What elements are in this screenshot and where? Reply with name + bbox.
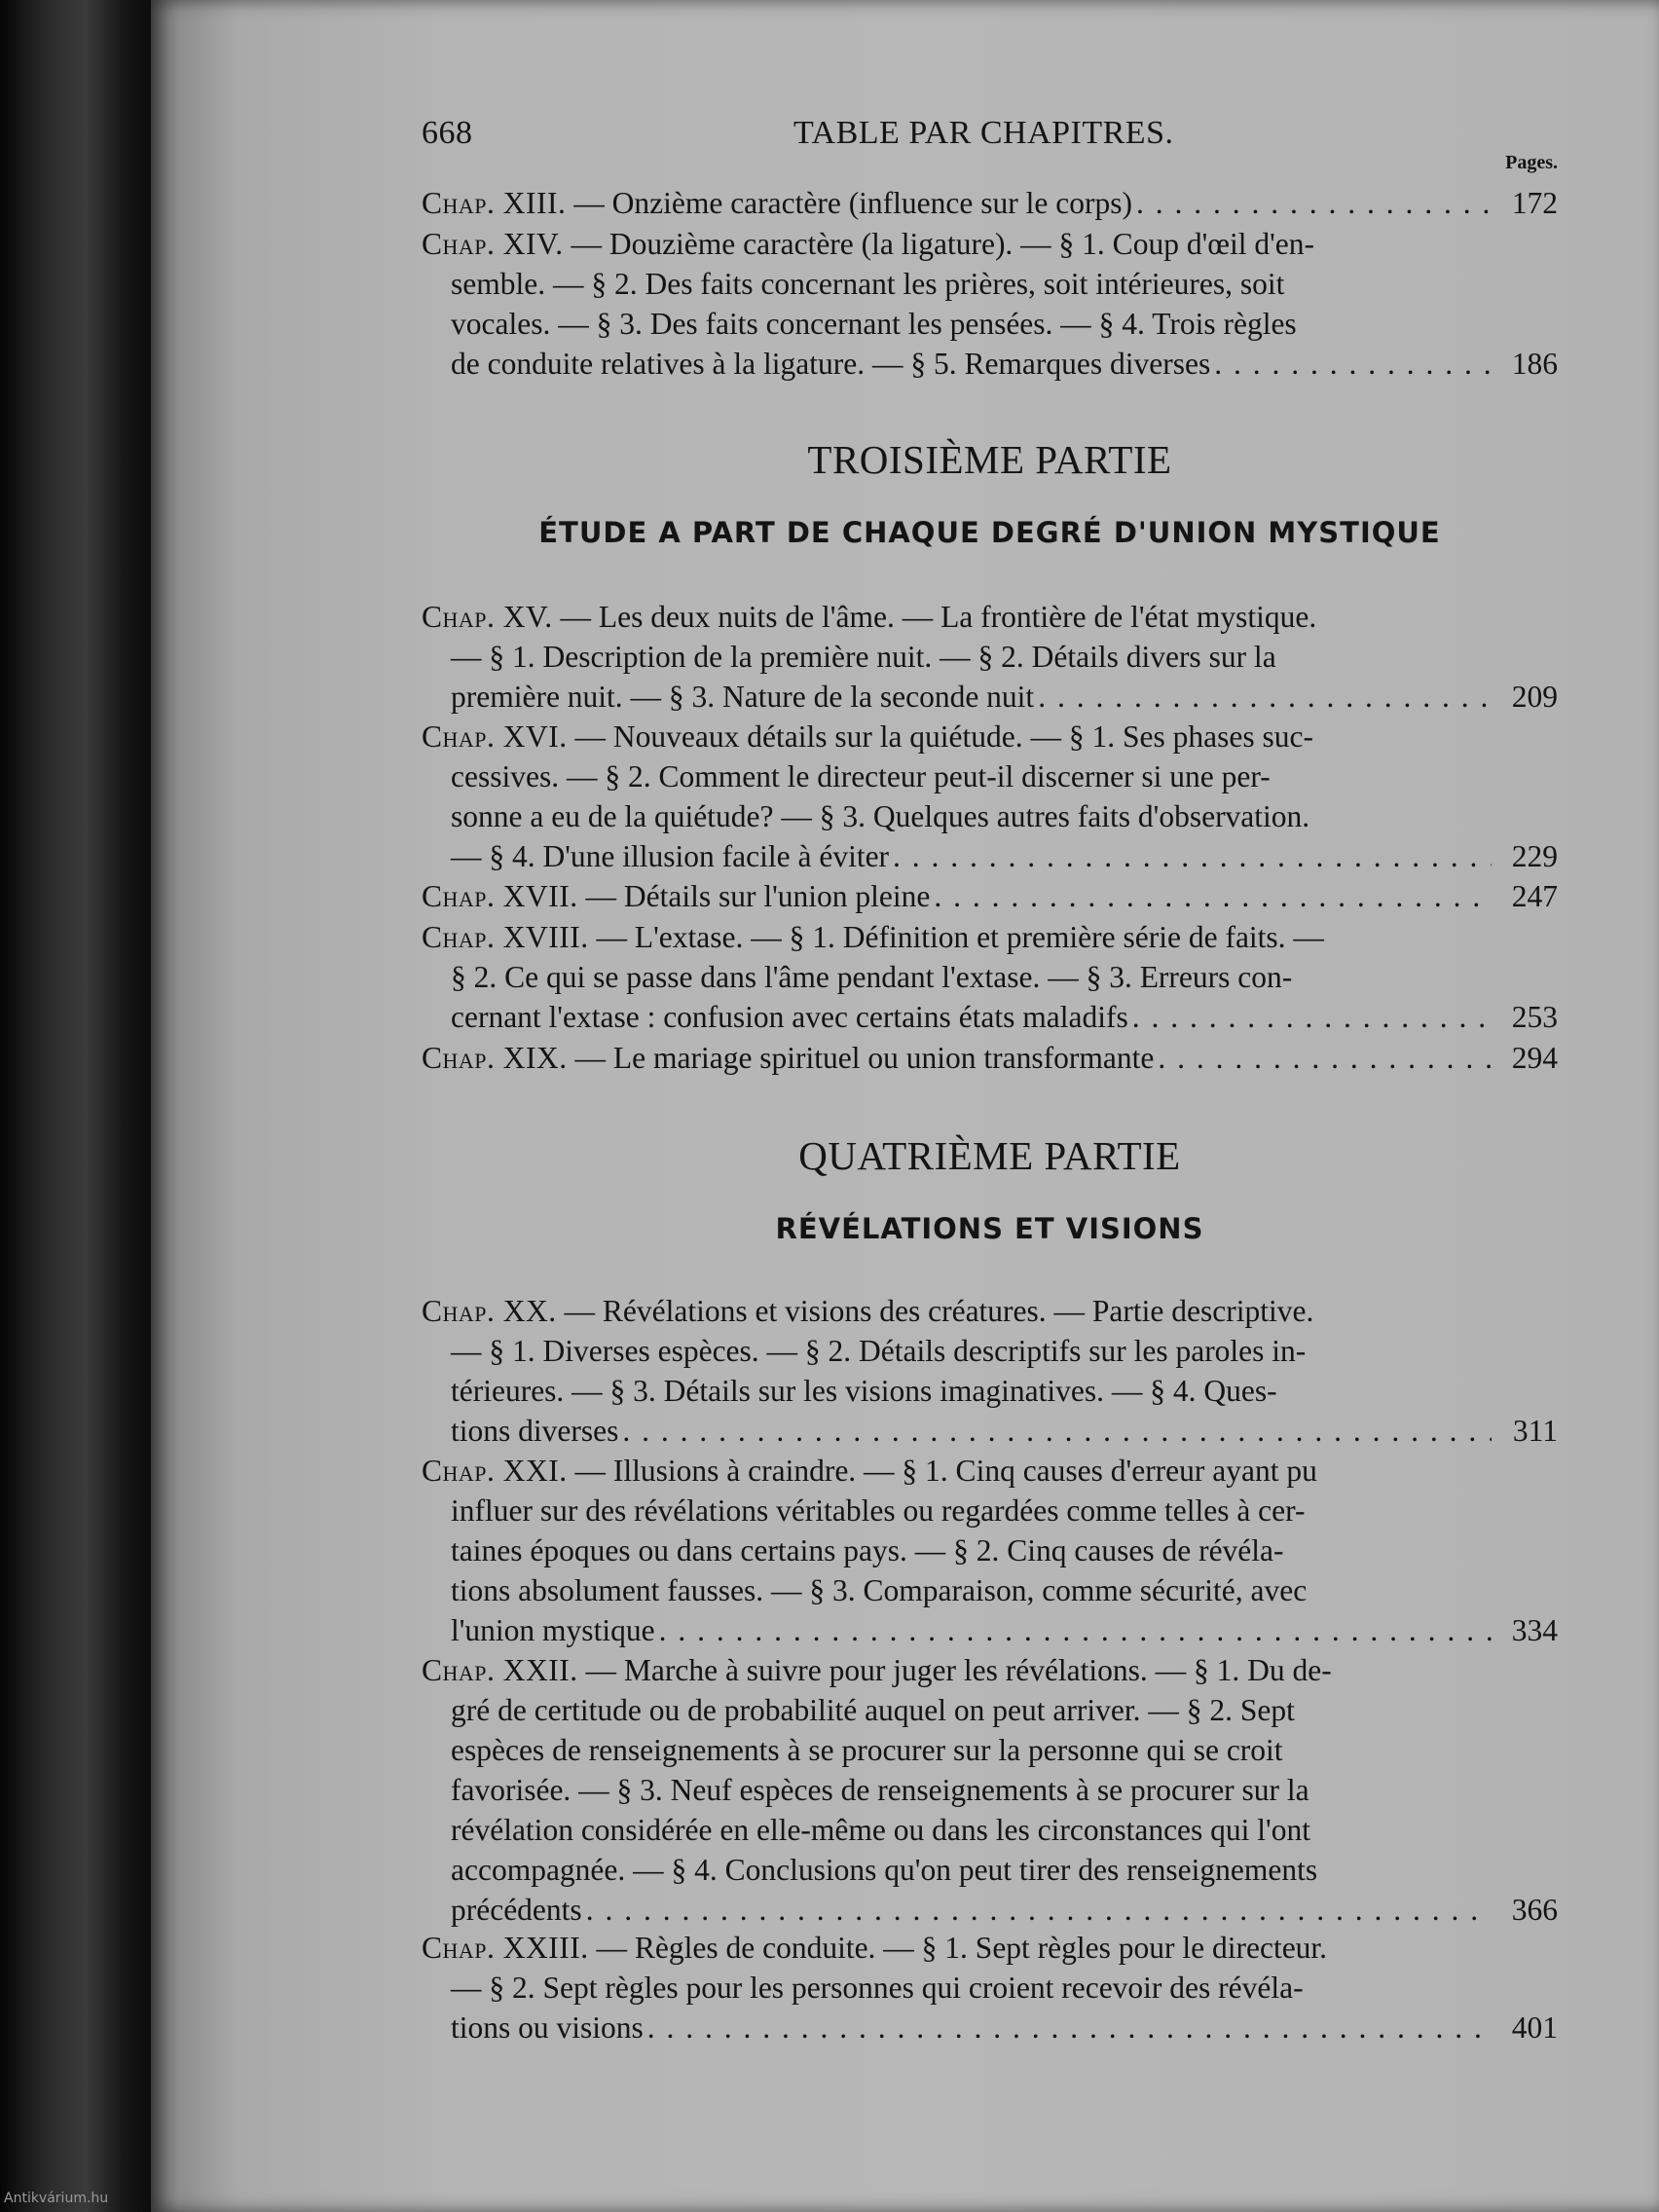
pages-column-label: Pages. [1505, 152, 1558, 173]
toc-entry-chap-xxiii [422, 1928, 1558, 2047]
dot-leader [655, 1610, 1492, 1650]
entry-text: révélation considérée en elle-même ou dans les circonstances qui l'ont [451, 1813, 1310, 1847]
entry-text: cernant l'extase : confusion avec certains états maladifs [451, 1000, 1128, 1034]
watermark: Antikvárium.hu [4, 2191, 109, 2206]
page-ref: 186 [1511, 347, 1558, 381]
entry-text: — Nouveaux détails sur la quiétude. — § 1. Ses phases suc- [574, 719, 1313, 754]
entry-text: sonne a eu de la quiétude? — § 3. Quelques autres faits d'observation. [451, 799, 1310, 833]
chapter-label: Chap. XXII. [422, 1653, 578, 1687]
entry-text: tions absolument fausses. — § 3. Comparaison, comme sécurité, avec [451, 1573, 1308, 1607]
entry-text: influer sur des révélations véritables ou regardées comme telles à cer- [451, 1493, 1306, 1528]
page-ref: 366 [1511, 1893, 1558, 1927]
entry-text: première nuit. — § 3. Nature de la seconde nuit [451, 680, 1035, 714]
chapter-label: Chap. XIV. [422, 227, 564, 261]
chapter-label: Chap. XX. [422, 1294, 557, 1328]
chapter-label: Chap. XVII. [422, 879, 578, 913]
toc-entry-chap-xxi [422, 1451, 1558, 1650]
toc-entry-chap-xiv [422, 224, 1558, 384]
toc-entry-chap-xvi [422, 717, 1558, 876]
entry-text: de conduite relatives à la ligature. — § 5. Remarques diverses [451, 347, 1211, 381]
chapter-label: Chap. XVI. [422, 719, 568, 754]
page-ref: 172 [1511, 186, 1558, 220]
part-title: TROISIÈME PARTIE [807, 437, 1172, 482]
entry-text: précédents [451, 1893, 582, 1927]
part-subtitle: ÉTUDE A PART DE CHAQUE DEGRÉ D'UNION MYSTIQUE [538, 516, 1441, 549]
entry-text: cessives. — § 2. Comment le directeur peut-il discerner si une per- [451, 759, 1271, 793]
entry-text: — § 2. Sept règles pour les personnes qui croient recevoir des révéla- [451, 1971, 1304, 2005]
page-ref: 294 [1511, 1041, 1558, 1075]
dot-leader [1034, 677, 1492, 717]
entry-text: — Révélations et visions des créatures. — Partie descriptive. [564, 1294, 1314, 1328]
chapter-label: Chap. XV. [422, 600, 553, 634]
dot-leader [930, 876, 1492, 916]
chapter-label: Chap. XXIII. [422, 1931, 589, 1965]
entry-text: taines époques ou dans certains pays. — § 2. Cinq causes de révéla- [451, 1533, 1284, 1567]
entry-text: — Les deux nuits de l'âme. — La frontière de l'état mystique. [560, 600, 1317, 634]
page-ref: 334 [1511, 1613, 1558, 1647]
entry-text: — § 1. Description de la première nuit. — § 2. Détails divers sur la [451, 640, 1276, 674]
part-title: QUATRIÈME PARTIE [798, 1133, 1181, 1178]
entry-text: tions ou visions [451, 2010, 644, 2045]
toc-entry-chap-xx [422, 1291, 1558, 1451]
dot-leader [1154, 1038, 1492, 1078]
entry-text: — Détails sur l'union pleine [585, 879, 931, 913]
entry-text: — Le mariage spirituel ou union transformante [574, 1041, 1155, 1075]
entry-text: espèces de renseignements à se procurer sur la personne qui se croit [451, 1733, 1283, 1767]
page-ref: 229 [1511, 839, 1558, 873]
entry-text: § 2. Ce qui se passe dans l'âme pendant l'extase. — § 3. Erreurs con- [451, 960, 1293, 994]
dot-leader [644, 2008, 1492, 2047]
entry-text: semble. — § 2. Des faits concernant les prières, soit intérieures, soit [451, 267, 1285, 301]
entry-text: — L'extase. — § 1. Définition et première série de faits. — [596, 920, 1324, 954]
page-ref: 401 [1511, 2010, 1558, 2045]
chapter-label: Chap. XXI. [422, 1454, 568, 1488]
entry-text: l'union mystique [451, 1613, 655, 1647]
entry-text: — Onzième caractère (influence sur le corps) [573, 186, 1132, 220]
page-ref: 247 [1511, 879, 1558, 913]
running-title: TABLE PAR CHAPITRES. [793, 115, 1174, 151]
entry-text: vocales. — § 3. Des faits concernant les pensées. — § 4. Trois règles [451, 307, 1297, 341]
dot-leader [582, 1890, 1492, 1930]
chapter-label: Chap. XVIII. [422, 920, 589, 954]
dot-leader [889, 836, 1492, 876]
page-ref: 311 [1512, 1414, 1558, 1448]
entry-text: favorisée. — § 3. Neuf espèces de renseignements à se procurer sur la [451, 1773, 1309, 1807]
dot-leader [1132, 183, 1492, 223]
toc-entry-chap-xviii [422, 917, 1558, 1037]
page-ref: 209 [1511, 680, 1558, 714]
chapter-label: Chap. XIX. [422, 1041, 568, 1075]
dot-leader [1210, 344, 1492, 384]
dot-leader [618, 1411, 1492, 1451]
page-number: 668 [422, 115, 473, 151]
toc-entry-chap-xxii [422, 1650, 1558, 1930]
toc-entry-chap-xiii [422, 183, 1558, 223]
toc-entry-chap-xv [422, 597, 1558, 717]
entry-text: — Douzième caractère (la ligature). — § 1. Coup d'œil d'en- [571, 227, 1315, 261]
part-subtitle: RÉVÉLATIONS ET VISIONS [775, 1212, 1204, 1245]
entry-text: — § 4. D'une illusion facile à éviter [451, 839, 890, 873]
dot-leader [1128, 997, 1492, 1037]
page-ref: 253 [1511, 1000, 1558, 1034]
entry-text: térieures. — § 3. Détails sur les visions imaginatives. — § 4. Ques- [451, 1374, 1277, 1408]
chapter-label: Chap. XIII. [422, 186, 567, 220]
entry-text: — Illusions à craindre. — § 1. Cinq causes d'erreur ayant pu [574, 1454, 1317, 1488]
entry-text: — § 1. Diverses espèces. — § 2. Détails descriptifs sur les paroles in- [451, 1334, 1307, 1368]
entry-text: gré de certitude ou de probabilité auquel on peut arriver. — § 2. Sept [451, 1693, 1295, 1727]
entry-text: tions diverses [451, 1414, 619, 1448]
book-spine-shadow [0, 0, 156, 2212]
entry-text: — Marche à suivre pour juger les révélations. — § 1. Du de- [585, 1653, 1332, 1687]
toc-entry-chap-xix [422, 1038, 1558, 1078]
entry-text: — Règles de conduite. — § 1. Sept règles pour le directeur. [596, 1931, 1328, 1965]
entry-text: accompagnée. — § 4. Conclusions qu'on peut tirer des renseignements [451, 1853, 1318, 1887]
toc-entry-chap-xvii [422, 876, 1558, 916]
